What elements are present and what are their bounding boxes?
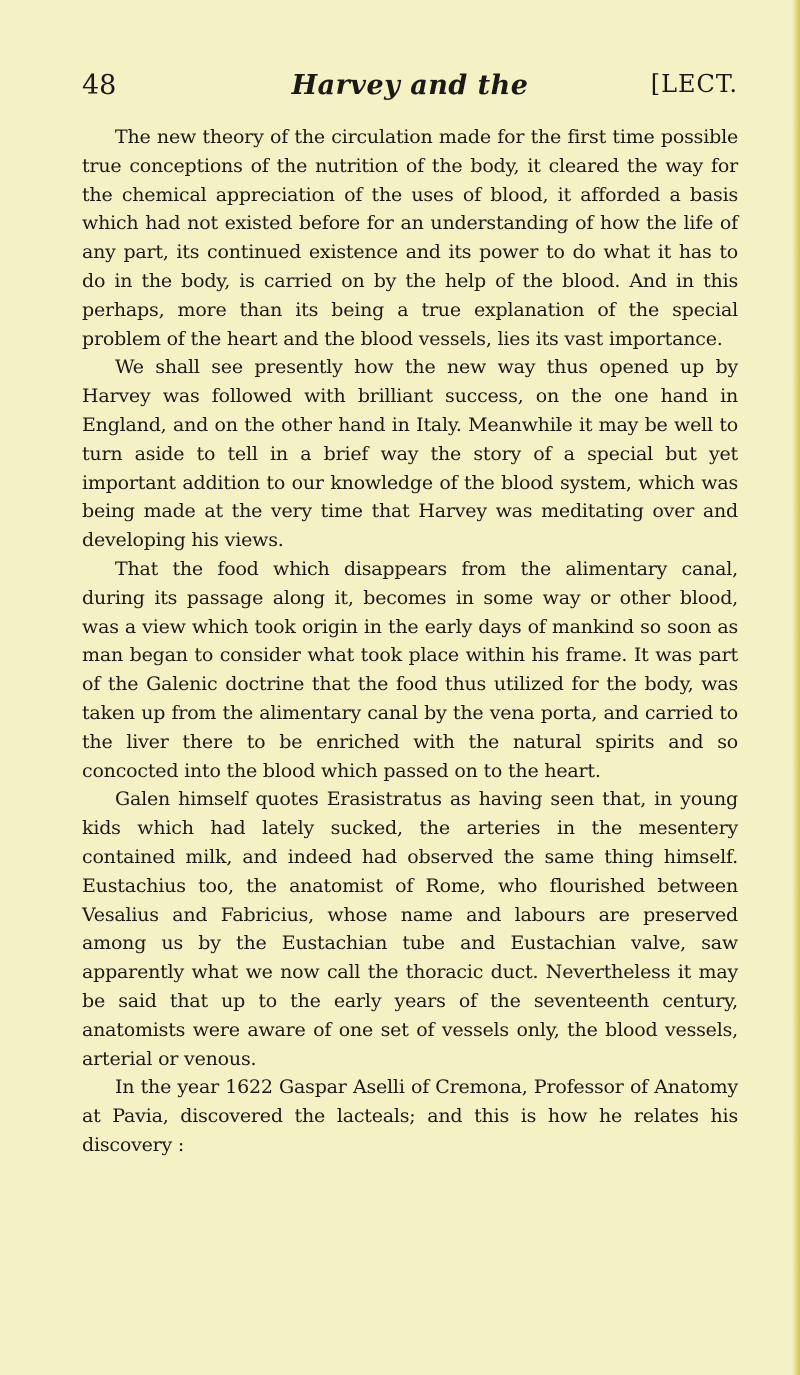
paragraph: That the food which disappears from the alimentary canal, during its passage along it, becomes in some way or other blood, was a view which took origin in the early days of mankind so soon as man began to consider what took place within his frame. It was part of the Galenic doctrine that the food thus utilized for the body, was taken up from the alimentary canal by the vena porta, and carried to the liver there to be enriched with the natural spirits and so concocted into the blood which passed on to the heart.: [82, 557, 738, 782]
paragraph: Galen himself quotes Erasistratus as having seen that, in young kids which had lately sucked, the arteries in the mesentery contained milk, and indeed had observed the same thing himself. Eustachius too, the anatomist of Rome, who flourished between Vesalius and Fabricius, whose name and labours are preserved among us by the Eustachian tube and Eustachian valve, saw apparently what we now call the thoracic duct. Nevertheless it may be said that up to the early years of the seventeenth century, anatomists were aware of one set of vessels only, the blood vessels, arterial or venous.: [82, 788, 738, 1070]
page-edge-shadow: [792, 0, 800, 1375]
paragraph: We shall see presently how the new way thus opened up by Harvey was followed with brilliant success, on the one hand in England, and on the other hand in Italy. Meanwhile it may be well to turn aside to tell in a brief way the story of a special but yet important addition to our knowledge of the blood system, which was being made at the very time that Harvey was meditating over and developing his views.: [82, 356, 738, 552]
running-title: Harvey and the: [291, 70, 529, 101]
running-head: [82, 70, 738, 112]
paragraph: The new theory of the circulation made for the first time possible true conceptions of the nutrition of the body, it cleared the way for the chemical appreciation of the uses of blood, it afforded a basis which had not existed before for an understanding of how the life of any part, its continued existence and its power to do what it has to do in the body, is carried on by the help of the blood. And in this perhaps, more than its being a true explanation of the special problem of the heart and the blood vessels, lies its vast importance.: [82, 126, 738, 350]
paragraph: In the year 1622 Gaspar Aselli of Cremona, Professor of Anatomy at Pavia, discovered the lacteals; and this is how he relates his discovery :: [82, 1076, 738, 1156]
section-mark: [LECT.: [650, 70, 738, 98]
body-text: [82, 123, 738, 1160]
page-number: 48: [82, 70, 117, 101]
